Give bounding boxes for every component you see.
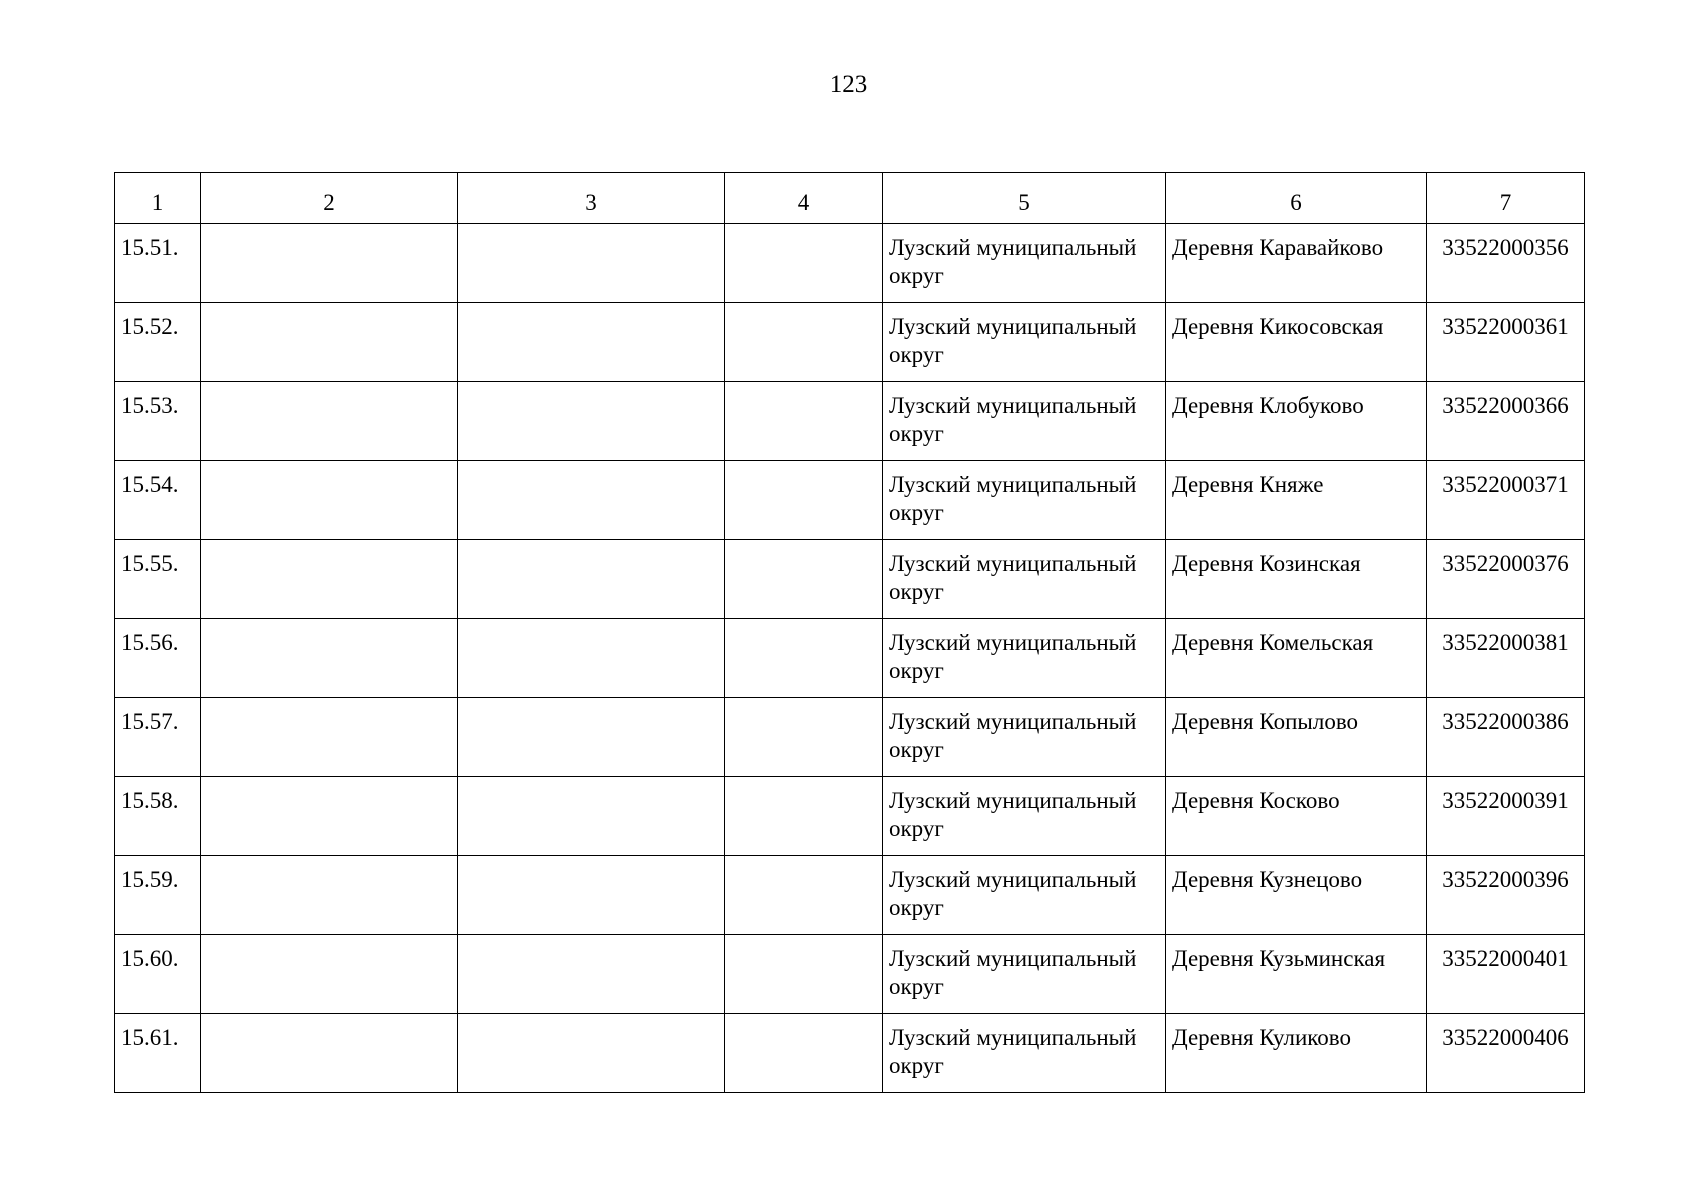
settlement-name: Деревня Кузьминская <box>1166 935 1427 1014</box>
page-number: 123 <box>829 71 868 98</box>
row-number: 15.60. <box>115 935 201 1014</box>
district-name: Лузский муниципальный округ <box>883 777 1166 856</box>
table-row <box>115 1014 1585 1093</box>
oktmo-code: 33522000376 <box>1427 540 1585 619</box>
settlement-name: Деревня Кузнецово <box>1166 856 1427 935</box>
cell-col-2 <box>201 856 458 935</box>
cell-col-2 <box>201 619 458 698</box>
district-name: Лузский муниципальный округ <box>883 935 1166 1014</box>
district-name: Лузский муниципальный округ <box>883 619 1166 698</box>
table-row <box>115 777 1585 856</box>
column-header-5: 5 <box>883 173 1166 224</box>
district-name: Лузский муниципальный округ <box>883 540 1166 619</box>
cell-col-4 <box>725 698 883 777</box>
table-row <box>115 461 1585 540</box>
oktmo-code: 33522000401 <box>1427 935 1585 1014</box>
table-row <box>115 856 1585 935</box>
cell-col-3 <box>458 777 725 856</box>
row-number: 15.57. <box>115 698 201 777</box>
oktmo-code: 33522000406 <box>1427 1014 1585 1093</box>
cell-col-4 <box>725 461 883 540</box>
cell-col-2 <box>201 303 458 382</box>
cell-col-2 <box>201 461 458 540</box>
oktmo-code: 33522000396 <box>1427 856 1585 935</box>
cell-col-3 <box>458 224 725 303</box>
oktmo-code: 33522000371 <box>1427 461 1585 540</box>
cell-col-4 <box>725 540 883 619</box>
row-number: 15.51. <box>115 224 201 303</box>
oktmo-code: 33522000391 <box>1427 777 1585 856</box>
district-name: Лузский муниципальный округ <box>883 698 1166 777</box>
table-row <box>115 540 1585 619</box>
column-header-1: 1 <box>115 173 201 224</box>
cell-col-4 <box>725 303 883 382</box>
settlement-name: Деревня Клобуково <box>1166 382 1427 461</box>
district-name: Лузский муниципальный округ <box>883 224 1166 303</box>
settlements-table <box>114 172 1585 1093</box>
cell-col-4 <box>725 224 883 303</box>
table-row <box>115 698 1585 777</box>
district-name: Лузский муниципальный округ <box>883 856 1166 935</box>
column-header-3: 3 <box>458 173 725 224</box>
cell-col-2 <box>201 935 458 1014</box>
table-header <box>115 173 1585 224</box>
cell-col-2 <box>201 540 458 619</box>
column-header-6: 6 <box>1166 173 1427 224</box>
table-row <box>115 935 1585 1014</box>
row-number: 15.53. <box>115 382 201 461</box>
oktmo-code: 33522000366 <box>1427 382 1585 461</box>
cell-col-3 <box>458 382 725 461</box>
column-header-7: 7 <box>1427 173 1585 224</box>
table-row <box>115 303 1585 382</box>
header-row <box>115 173 1585 224</box>
cell-col-4 <box>725 777 883 856</box>
settlement-name: Деревня Козинская <box>1166 540 1427 619</box>
settlement-name: Деревня Куликово <box>1166 1014 1427 1093</box>
cell-col-3 <box>458 935 725 1014</box>
settlement-name: Деревня Косково <box>1166 777 1427 856</box>
district-name: Лузский муниципальный округ <box>883 1014 1166 1093</box>
cell-col-2 <box>201 224 458 303</box>
row-number: 15.54. <box>115 461 201 540</box>
settlement-name: Деревня Каравайково <box>1166 224 1427 303</box>
cell-col-3 <box>458 540 725 619</box>
cell-col-4 <box>725 935 883 1014</box>
oktmo-code: 33522000386 <box>1427 698 1585 777</box>
settlement-name: Деревня Комельская <box>1166 619 1427 698</box>
district-name: Лузский муниципальный округ <box>883 303 1166 382</box>
cell-col-3 <box>458 461 725 540</box>
row-number: 15.52. <box>115 303 201 382</box>
oktmo-code: 33522000356 <box>1427 224 1585 303</box>
cell-col-3 <box>458 619 725 698</box>
table-row <box>115 619 1585 698</box>
cell-col-3 <box>458 1014 725 1093</box>
cell-col-4 <box>725 619 883 698</box>
row-number: 15.56. <box>115 619 201 698</box>
district-name: Лузский муниципальный округ <box>883 382 1166 461</box>
cell-col-4 <box>725 856 883 935</box>
cell-col-4 <box>725 1014 883 1093</box>
settlement-name: Деревня Кикосовская <box>1166 303 1427 382</box>
cell-col-3 <box>458 303 725 382</box>
table-row <box>115 224 1585 303</box>
cell-col-2 <box>201 1014 458 1093</box>
column-header-4: 4 <box>725 173 883 224</box>
row-number: 15.55. <box>115 540 201 619</box>
row-number: 15.61. <box>115 1014 201 1093</box>
cell-col-4 <box>725 382 883 461</box>
oktmo-code: 33522000381 <box>1427 619 1585 698</box>
cell-col-3 <box>458 856 725 935</box>
settlement-name: Деревня Княже <box>1166 461 1427 540</box>
row-number: 15.58. <box>115 777 201 856</box>
table-body <box>115 224 1585 1093</box>
settlement-name: Деревня Копылово <box>1166 698 1427 777</box>
row-number: 15.59. <box>115 856 201 935</box>
column-header-2: 2 <box>201 173 458 224</box>
cell-col-2 <box>201 382 458 461</box>
oktmo-code: 33522000361 <box>1427 303 1585 382</box>
table-row <box>115 382 1585 461</box>
district-name: Лузский муниципальный округ <box>883 461 1166 540</box>
cell-col-3 <box>458 698 725 777</box>
cell-col-2 <box>201 698 458 777</box>
cell-col-2 <box>201 777 458 856</box>
